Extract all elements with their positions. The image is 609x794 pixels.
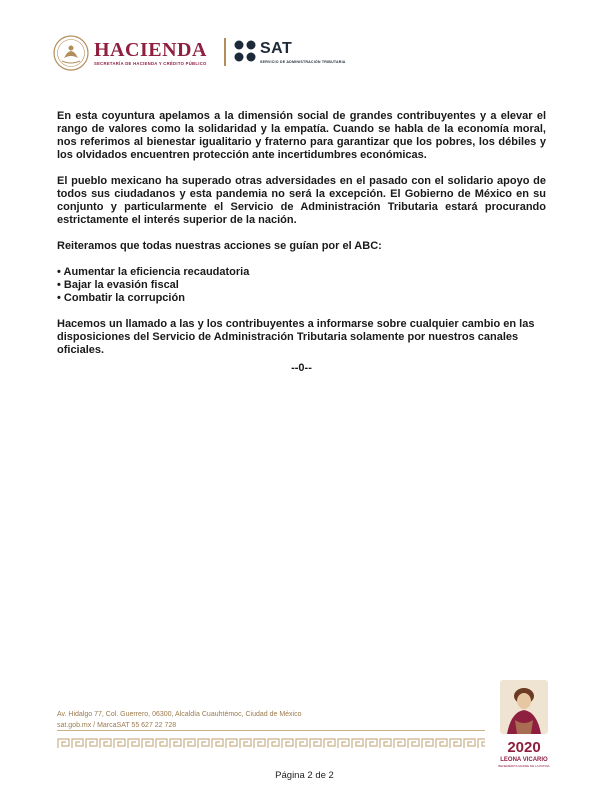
footer-address [57,709,302,731]
closing-mark: --0-- [291,362,312,374]
sat-logo-icon [233,39,257,63]
paragraph-llamado: Hacemos un llamado a las y los contribuyentes a informarse sobre cualquier cambio en las disposiciones del Servicio de Administración Tributaria solamente por nuestros canales oficiales. [57,318,535,356]
sat-subtitle: SERVICIO DE ADMINISTRACIÓN TRIBUTARIA [260,60,346,64]
list-item: • Combatir la corrupción [57,292,185,304]
paragraph-pueblo-mexicano: El pueblo mexicano ha superado otras adversidades en el pasado con el solidario apoyo de todos sus ciudadanos y esta pandemia no será la excepción. El Gobierno de México en su conjunto y particularmente el Servicio de Administración Tributaria estará procurando estrictamente el interés superior de la nación. [57,175,546,226]
abc-list [57,266,546,305]
list-item: • Aumentar la eficiencia recaudatoria [57,266,250,278]
decorative-pattern-icon [57,737,485,750]
sat-title: SAT [260,40,293,57]
document-body [57,110,546,388]
paragraph-economia-moral: En esta coyuntura apelamos a la dimensión social de grandes contribuyentes y a elevar el rango de valores como la solidaridad y la empatía. Cuando se habla de la economía moral, nos referimos al bienestar igualitario y fraterno para garantizar que los pobres, los débiles y los olvidados encuentren protección ante incertidumbres económicas. [57,110,546,161]
leona-vicario-emblem-icon [491,678,557,774]
emblem-name: LEONA VICARIO [500,757,548,763]
hacienda-subtitle: SECRETARÍA DE HACIENDA Y CRÉDITO PÚBLICO [94,61,207,66]
page-number: Página 2 de 2 [275,770,334,781]
contact-line: sat.gob.mx / MarcaSAT 55 627 22 728 [57,722,177,729]
header-divider [224,38,226,66]
letterhead [52,34,372,74]
paragraph-abc-intro: Reiteramos que todas nuestras acciones se guían por el ABC: [57,240,382,252]
address-line: Av. Hidalgo 77, Col. Guerrero, 06300, Alcaldía Cuauhtémoc, Ciudad de México [57,711,302,718]
hacienda-title: HACIENDA [94,39,207,61]
footer-divider [57,730,485,731]
emblem-year: 2020 [507,739,541,756]
national-seal-icon [52,34,90,72]
emblem-caption: BENEMÉRITA MADRE DE LA PATRIA [498,764,550,768]
list-item: • Bajar la evasión fiscal [57,279,179,291]
